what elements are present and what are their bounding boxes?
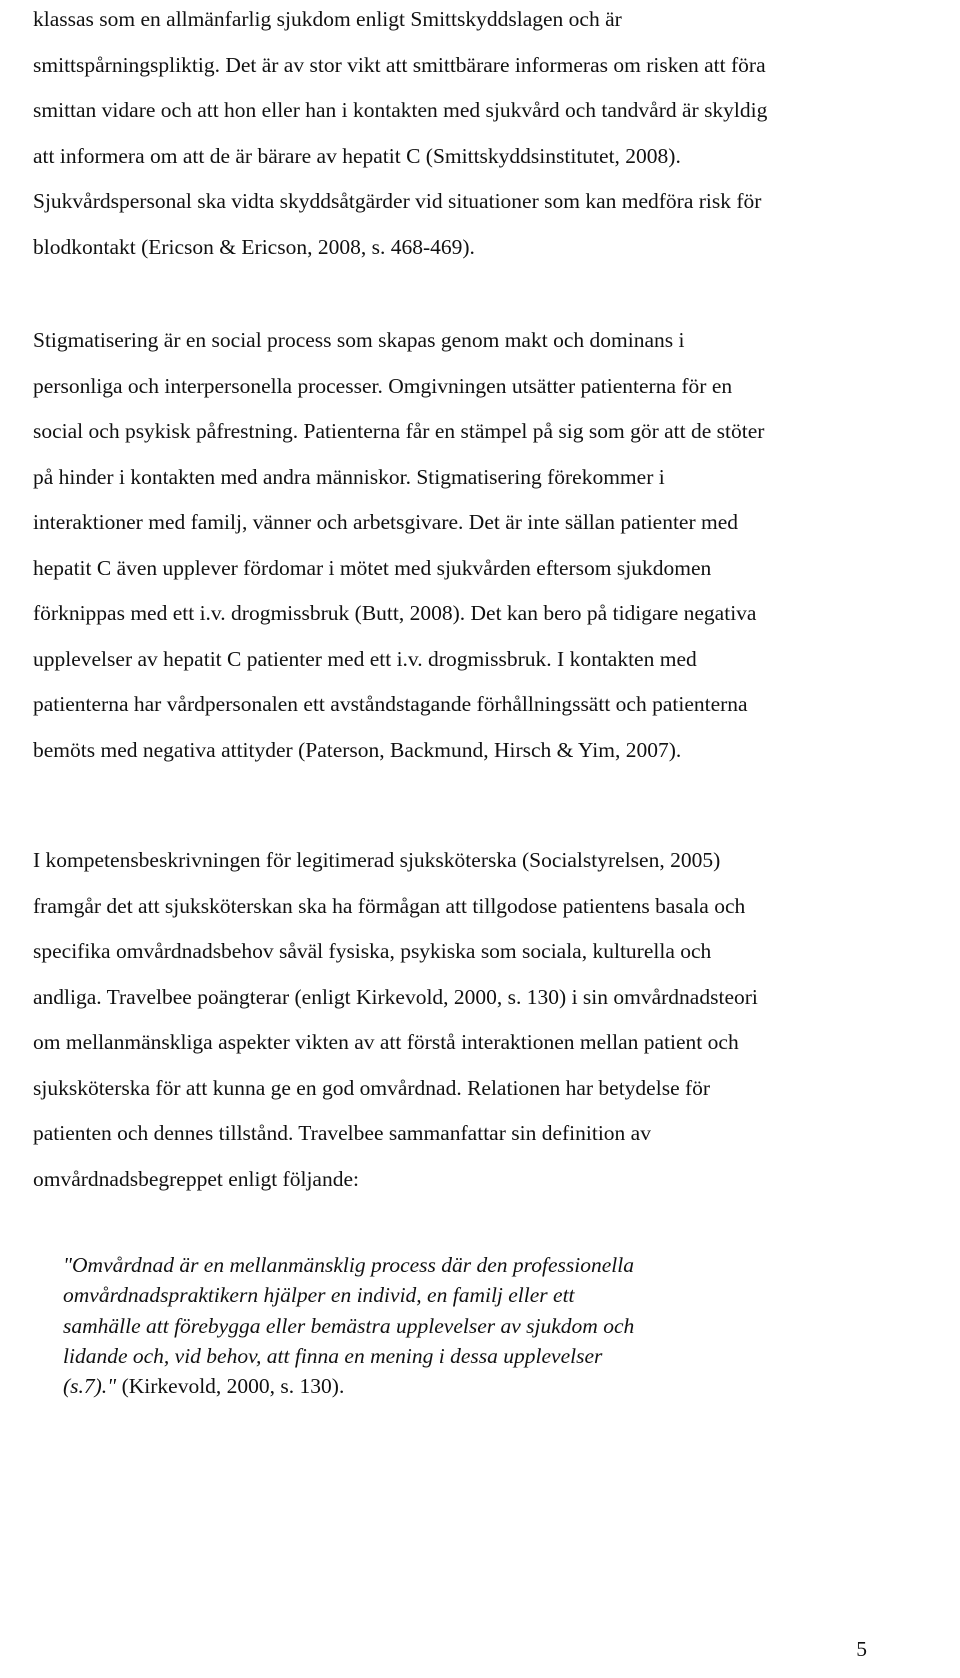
text-line: patienten och dennes tillstånd. Travelbee sammanfattar sin definition av <box>33 1121 651 1145</box>
text-line: personliga och interpersonella processer. Omgivningen utsätter patienterna för en <box>33 373 733 398</box>
text-line: hepatit C även upplever fördomar i mötet med sjukvården eftersom sjukdomen <box>33 555 712 580</box>
text-line: I kompetensbeskrivningen för legitimerad sjuksköterska (Socialstyrelsen, 2005) <box>33 848 721 872</box>
quote-text: lidande och, vid behov, att finna en mening i dessa upplevelser <box>63 1343 603 1368</box>
text-line: specifika omvårdnadsbehov såväl fysiska, psykiska som sociala, kulturella och <box>33 939 712 963</box>
text-line: förknippas med ett i.v. drogmissbruk (Butt, 2008). Det kan bero på tidigare negativa <box>33 601 757 625</box>
text-line: interaktioner med familj, vänner och arbetsgivare. Det är inte sällan patienter med <box>33 510 739 534</box>
page-number: 5 <box>856 1637 867 1661</box>
quote-line <box>63 1341 923 1371</box>
text-line: andliga. Travelbee poängterar (enligt Kirkevold, 2000, s. 130) i sin omvårdnadsteori <box>33 984 758 1009</box>
text-line: Sjukvårdspersonal ska vidta skyddsåtgärder vid situationer som kan medföra risk för <box>33 189 762 213</box>
text-line: framgår det att sjuksköterskan ska ha förmågan att tillgodose patientens basala och <box>33 893 746 918</box>
paragraph-hepatitis-reporting <box>33 0 948 270</box>
text-line: blodkontakt (Ericson & Ericson, 2008, s. 468-469). <box>33 234 475 259</box>
quote-citation: (Kirkevold, 2000, s. 130). <box>116 1374 345 1399</box>
quote-text: samhälle att förebygga eller bemästra upplevelser av sjukdom och <box>63 1313 635 1338</box>
quote-line <box>63 1311 923 1341</box>
text-line: social och psykisk påfrestning. Patienterna får en stämpel på sig som gör att de stöter <box>33 419 765 443</box>
block-quote <box>63 1250 923 1401</box>
quote-line <box>63 1280 923 1310</box>
text-line: bemöts med negativa attityder (Paterson, Backmund, Hirsch & Yim, 2007). <box>33 737 682 762</box>
text-line: sjuksköterska för att kunna ge en god omvårdnad. Relationen har betydelse för <box>33 1075 711 1100</box>
quote-text: "Omvårdnad är en mellanmänsklig process där den professionella <box>63 1253 634 1277</box>
text-line: på hinder i kontakten med andra människor. Stigmatisering förekommer i <box>33 464 665 489</box>
text-line: att informera om att de är bärare av hepatit C (Smittskyddsinstitutet, 2008). <box>33 143 681 168</box>
text-line: om mellanmänskliga aspekter vikten av att förstå interaktionen mellan patient och <box>33 1030 739 1054</box>
quote-line <box>63 1250 923 1280</box>
text-line: upplevelser av hepatit C patienter med ett i.v. drogmissbruk. I kontakten med <box>33 646 697 671</box>
paragraph-stigmatisation <box>33 318 948 773</box>
text-line: smittan vidare och att hon eller han i kontakten med sjukvård och tandvård är skyldig <box>33 98 768 122</box>
text-line: Stigmatisering är en social process som skapas genom makt och dominans i <box>33 328 685 352</box>
paragraph-competence-description <box>33 838 948 1202</box>
text-line: omvårdnadsbegreppet enligt följande: <box>33 1166 359 1191</box>
text-line: klassas som en allmänfarlig sjukdom enligt Smittskyddslagen och är <box>33 7 622 31</box>
text-line: patienterna har vårdpersonalen ett avståndstagande förhållningssätt och patienterna <box>33 692 748 716</box>
text-line: smittspårningspliktig. Det är av stor vikt att smittbärare informeras om risken att föra <box>33 52 766 77</box>
quote-text: (s.7)." <box>63 1374 117 1399</box>
quote-text: omvårdnadspraktikern hjälper en individ, en familj eller ett <box>63 1283 575 1308</box>
quote-line <box>63 1371 923 1401</box>
